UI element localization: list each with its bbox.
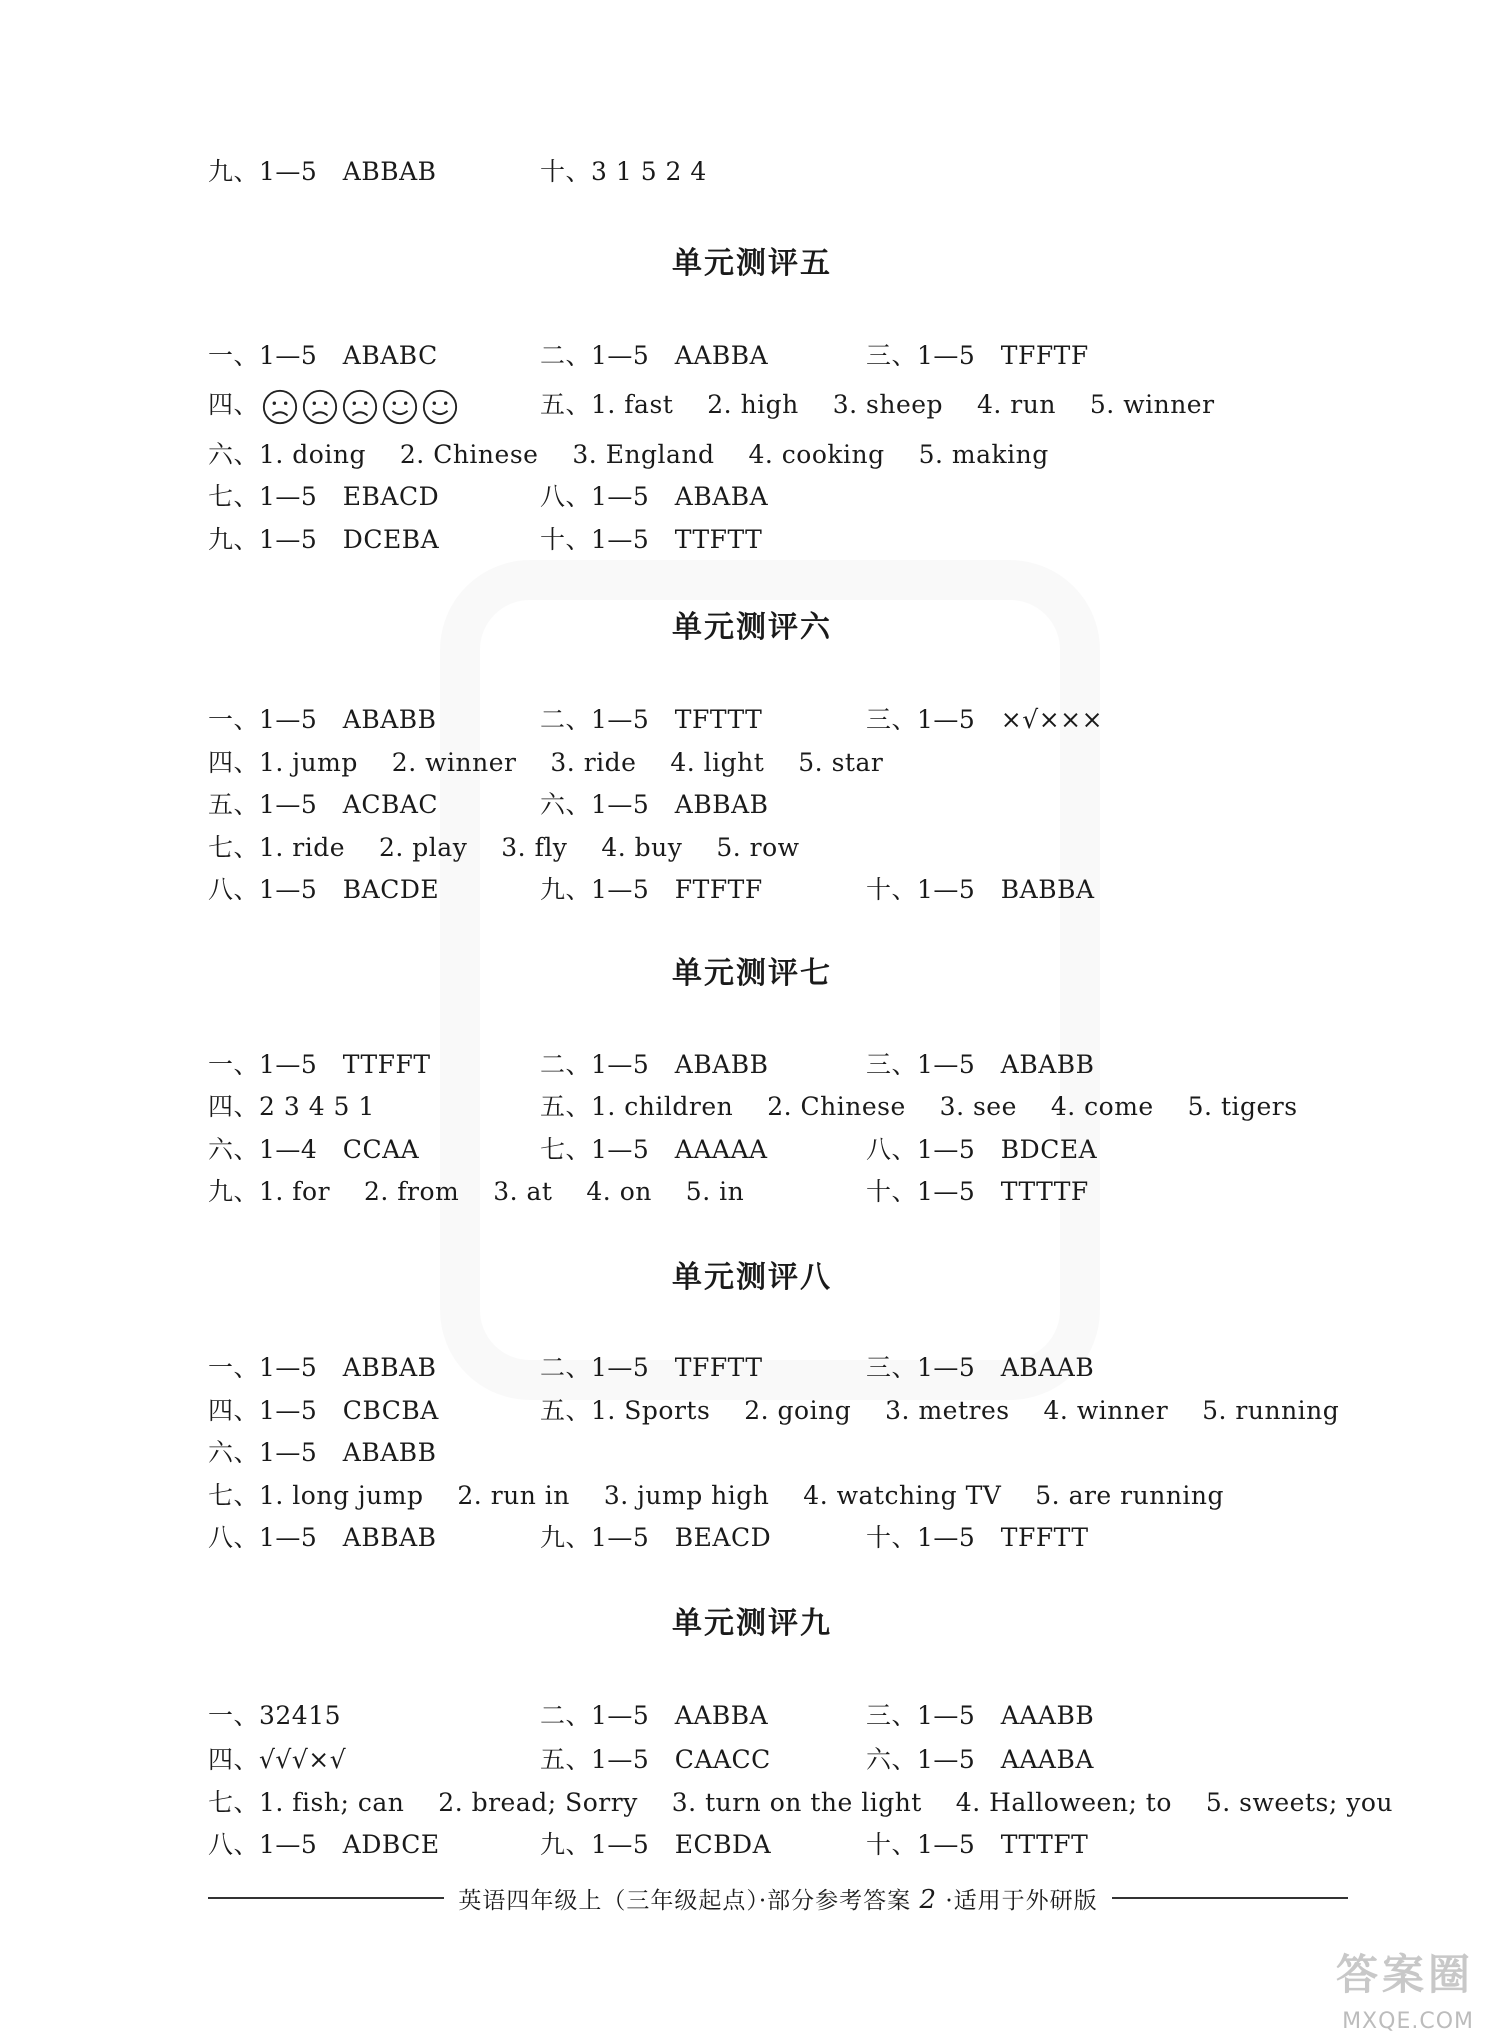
answer-line <box>0 435 1504 475</box>
answer-line <box>0 1130 1504 1170</box>
answer-item: 八、1—5 BACDE <box>208 875 440 904</box>
footer-book-title: 英语四年级上（三年级起点） <box>458 1887 759 1914</box>
answer-item: 七、1. ride 2. play 3. fly 4. buy 5. row <box>208 833 800 862</box>
answer-line <box>0 1476 1504 1516</box>
answer-line <box>0 1433 1504 1473</box>
answer-item: 二、1—5 AABBA <box>540 1701 769 1730</box>
answer-line <box>0 336 1504 376</box>
answer-item: 十、1—5 TTTTF <box>866 1177 1089 1206</box>
answer-item: 八、1—5 ADBCE <box>208 1830 440 1859</box>
footer-rule-left <box>208 1897 444 1899</box>
answer-item: 九、1—5 ABBAB <box>208 157 437 186</box>
answer-item: 十、1—5 TFFTT <box>866 1523 1089 1552</box>
answer-item: 四、1—5 CBCBA <box>208 1396 439 1425</box>
section-title: 单元测评七 <box>672 956 832 991</box>
answer-item: 六、1—5 ABABB <box>208 1438 437 1467</box>
answer-item: 九、1. for 2. from 3. at 4. on 5. in <box>208 1177 745 1206</box>
answer-line <box>0 828 1504 868</box>
footer-text <box>458 1882 1097 1915</box>
section-title: 单元测评九 <box>672 1606 832 1641</box>
answer-item: 五、1. children 2. Chinese 3. see 4. come 5. tigers <box>540 1092 1298 1121</box>
answer-line <box>0 1825 1504 1865</box>
answer-line <box>0 785 1504 825</box>
answer-item: 一、1—5 ABABC <box>208 341 438 370</box>
answer-item: 一、32415 <box>208 1701 342 1730</box>
answer-item: 六、1. doing 2. Chinese 3. England 4. cooking 5. making <box>208 440 1049 469</box>
answer-item: 四、 <box>208 390 260 419</box>
answer-item: 六、1—4 CCAA <box>208 1135 420 1164</box>
section-title: 单元测评八 <box>672 1260 832 1295</box>
footer-rule-right <box>1112 1897 1348 1899</box>
answer-item: 九、1—5 BEACD <box>540 1523 772 1552</box>
answer-item: 四、1. jump 2. winner 3. ride 4. light 5. star <box>208 748 884 777</box>
corner-watermark-url: MXQE.COM <box>1342 2009 1474 2034</box>
smile-face-icon <box>421 388 459 426</box>
answer-item: 二、1—5 AABBA <box>540 341 769 370</box>
answer-item: 八、1—5 ABABA <box>540 482 769 511</box>
answer-item: 七、1. fish; can 2. bread; Sorry 3. turn on the light 4. Halloween; to 5. sweets; you <box>208 1788 1393 1817</box>
answer-item: 五、1. fast 2. high 3. sheep 4. run 5. winner <box>540 390 1215 419</box>
answer-line <box>0 152 1504 192</box>
answer-item: 六、1—5 AAABA <box>866 1745 1094 1774</box>
answer-item: 一、1—5 TTFFT <box>208 1050 431 1079</box>
answer-line <box>0 870 1504 910</box>
answer-item: 七、1—5 EBACD <box>208 482 440 511</box>
sad-face-icon <box>301 388 339 426</box>
answer-line <box>0 1696 1504 1736</box>
page-number: 2 <box>919 1884 938 1915</box>
answer-item: 六、1—5 ABBAB <box>540 790 769 819</box>
answer-line <box>0 1087 1504 1127</box>
answer-item: 三、1—5 ABABB <box>866 1050 1095 1079</box>
answer-line <box>0 1740 1504 1780</box>
section-title: 单元测评六 <box>672 610 832 645</box>
corner-watermark-logo: 答案圈 <box>1335 1950 1474 1999</box>
answer-item: 三、1—5 ×√××× <box>866 705 1104 734</box>
smile-face-icon <box>381 388 419 426</box>
page-footer <box>208 1878 1348 1918</box>
answer-item: 三、1—5 TFFTF <box>866 341 1089 370</box>
answer-item: 九、1—5 FTFTF <box>540 875 763 904</box>
answer-line <box>0 1172 1504 1212</box>
section-title: 单元测评五 <box>672 246 832 281</box>
footer-section: ·部分参考答案 <box>758 1887 912 1914</box>
answer-item: 八、1—5 ABBAB <box>208 1523 437 1552</box>
answer-item: 三、1—5 AAABB <box>866 1701 1095 1730</box>
answer-item: 三、1—5 ABAAB <box>866 1353 1095 1382</box>
answer-item: 五、1. Sports 2. going 3. metres 4. winner 5. running <box>540 1396 1340 1425</box>
face-row <box>261 388 459 426</box>
answer-item: 九、1—5 DCEBA <box>208 525 440 554</box>
answer-line <box>0 1391 1504 1431</box>
answer-item: 五、1—5 ACBAC <box>208 790 439 819</box>
answer-line <box>0 477 1504 517</box>
answer-item: 九、1—5 ECBDA <box>540 1830 772 1859</box>
answer-item: 一、1—5 ABBAB <box>208 1353 437 1382</box>
sad-face-icon <box>341 388 379 426</box>
answer-item: 七、1. long jump 2. run in 3. jump high 4. watching TV 5. are running <box>208 1481 1225 1510</box>
sad-face-icon <box>261 388 299 426</box>
answer-item: 一、1—5 ABABB <box>208 705 437 734</box>
answer-item: 四、2 3 4 5 1 <box>208 1092 375 1121</box>
answer-item: 四、√√√×√ <box>208 1745 347 1774</box>
answer-item: 二、1—5 TFTTT <box>540 705 763 734</box>
answer-line <box>0 385 1504 425</box>
answer-line <box>0 1518 1504 1558</box>
answer-item: 十、1—5 TTTFT <box>866 1830 1089 1859</box>
answer-line <box>0 1783 1504 1823</box>
answer-line <box>0 700 1504 740</box>
answer-line <box>0 1348 1504 1388</box>
answer-line <box>0 1045 1504 1085</box>
answer-item: 七、1—5 AAAAA <box>540 1135 768 1164</box>
answer-item: 十、1—5 BABBA <box>866 875 1095 904</box>
answer-line <box>0 520 1504 560</box>
answer-item: 二、1—5 ABABB <box>540 1050 769 1079</box>
answer-item: 十、3 1 5 2 4 <box>540 157 707 186</box>
answer-line <box>0 743 1504 783</box>
answer-item: 五、1—5 CAACC <box>540 1745 771 1774</box>
answer-item: 十、1—5 TTFTT <box>540 525 763 554</box>
footer-edition: ·适用于外研版 <box>945 1887 1098 1914</box>
answer-item: 二、1—5 TFFTT <box>540 1353 763 1382</box>
answer-item: 八、1—5 BDCEA <box>866 1135 1098 1164</box>
